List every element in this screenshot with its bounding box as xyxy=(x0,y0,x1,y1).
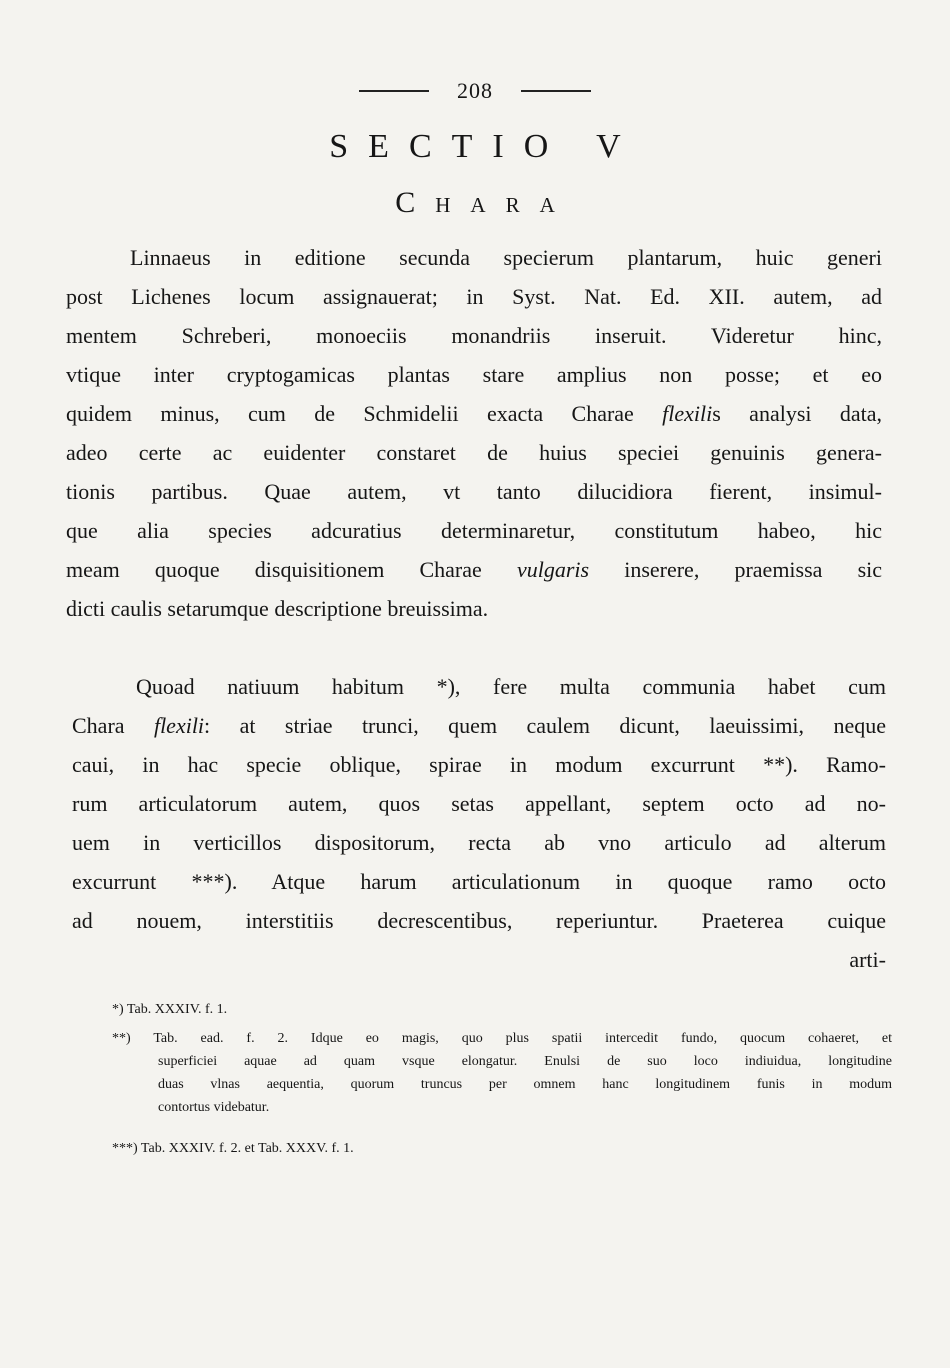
page-number: 208 xyxy=(457,78,493,103)
text-line: tionis partibus. Quae autem, vt tanto dilucidiora fierent, insimul- xyxy=(66,479,882,504)
text-line: dicti caulis setarumque descriptione breuissima. xyxy=(66,596,489,621)
species-epithet: flexili xyxy=(662,401,713,426)
header-rule-left xyxy=(359,90,429,92)
text-line: uem in verticillos dispositorum, recta ab vno articulo ad alterum xyxy=(72,830,886,855)
footnote-line: duas vlnas aequentia, quorum truncus per omnem hanc longitudinem funis in modum xyxy=(158,1077,892,1092)
text-line: que alia species adcuratius determinaretur, constitutum habeo, hic xyxy=(66,518,882,543)
paragraph-1 xyxy=(66,238,882,628)
text-line: post Lichenes locum assignauerat; in Syst. Nat. Ed. XII. autem, ad xyxy=(66,284,882,309)
footnote-text: Tab. XXXIV. f. 2. et Tab. XXXV. f. 1. xyxy=(140,1141,354,1156)
genus-title: Chara xyxy=(395,186,575,219)
text-line: mentem Schreberi, monoeciis monandriis inseruit. Videretur hinc, xyxy=(66,323,882,348)
footnotes xyxy=(112,998,892,1166)
footnote-line xyxy=(112,998,892,1021)
text-line: ad nouem, interstitiis decrescentibus, reperiuntur. Praeterea cuique xyxy=(72,908,886,933)
species-epithet: flexili xyxy=(153,713,205,738)
text-line: rum articulatorum autem, quos setas appellant, septem octo ad no- xyxy=(72,791,886,816)
text-line: Quoad natiuum habitum *), fere multa communia habet cum xyxy=(136,674,886,699)
paragraph-2 xyxy=(72,667,886,979)
text-line: Linnaeus in editione secunda specierum plantarum, huic generi xyxy=(130,245,882,270)
footnote-3 xyxy=(112,1137,892,1160)
footnote-2 xyxy=(112,1027,892,1119)
footnote-text: Tab. ead. f. 2. Idque eo magis, quo plus spatii intercedit fundo, quocum cohaeret, et xyxy=(153,1031,892,1046)
species-epithet: vulgaris xyxy=(516,557,590,582)
section-title: SECTIO V xyxy=(329,128,641,165)
text-line: adeo certe ac euidenter constaret de huius speciei genuinis genera- xyxy=(66,440,882,465)
catchword: arti- xyxy=(849,947,886,972)
footnote-mark: *) xyxy=(112,1002,124,1017)
text-line: excurrunt ***). Atque harum articulationum in quoque ramo octo xyxy=(72,869,886,894)
page-header xyxy=(0,78,950,104)
footnote-mark: **) xyxy=(112,1031,131,1046)
footnote-mark: ***) xyxy=(112,1141,138,1156)
text-line: caui, in hac specie oblique, spirae in modum excurrunt **). Ramo- xyxy=(72,752,886,777)
footnote-line xyxy=(112,1027,892,1050)
text-line: vtique inter cryptogamicas plantas stare amplius non posse; et eo xyxy=(66,362,882,387)
text-line: Chara flexili: at striae trunci, quem caulem dicunt, laeuissimi, neque xyxy=(72,713,886,738)
footnote-1 xyxy=(112,998,892,1021)
footnote-line xyxy=(112,1137,892,1160)
text-line: quidem minus, cum de Schmidelii exacta Charae flexilis analysi data, xyxy=(66,401,882,426)
footnote-line: contortus videbatur. xyxy=(158,1100,270,1115)
footnote-line: superficiei aquae ad quam vsque elongatur. Enulsi de suo loco indiuidua, longitudine xyxy=(158,1054,892,1069)
text-line: meam quoque disquisitionem Charae vulgaris inserere, praemissa sic xyxy=(66,557,883,582)
header-rule-right xyxy=(521,90,591,92)
footnote-text: Tab. XXXIV. f. 1. xyxy=(126,1002,228,1017)
